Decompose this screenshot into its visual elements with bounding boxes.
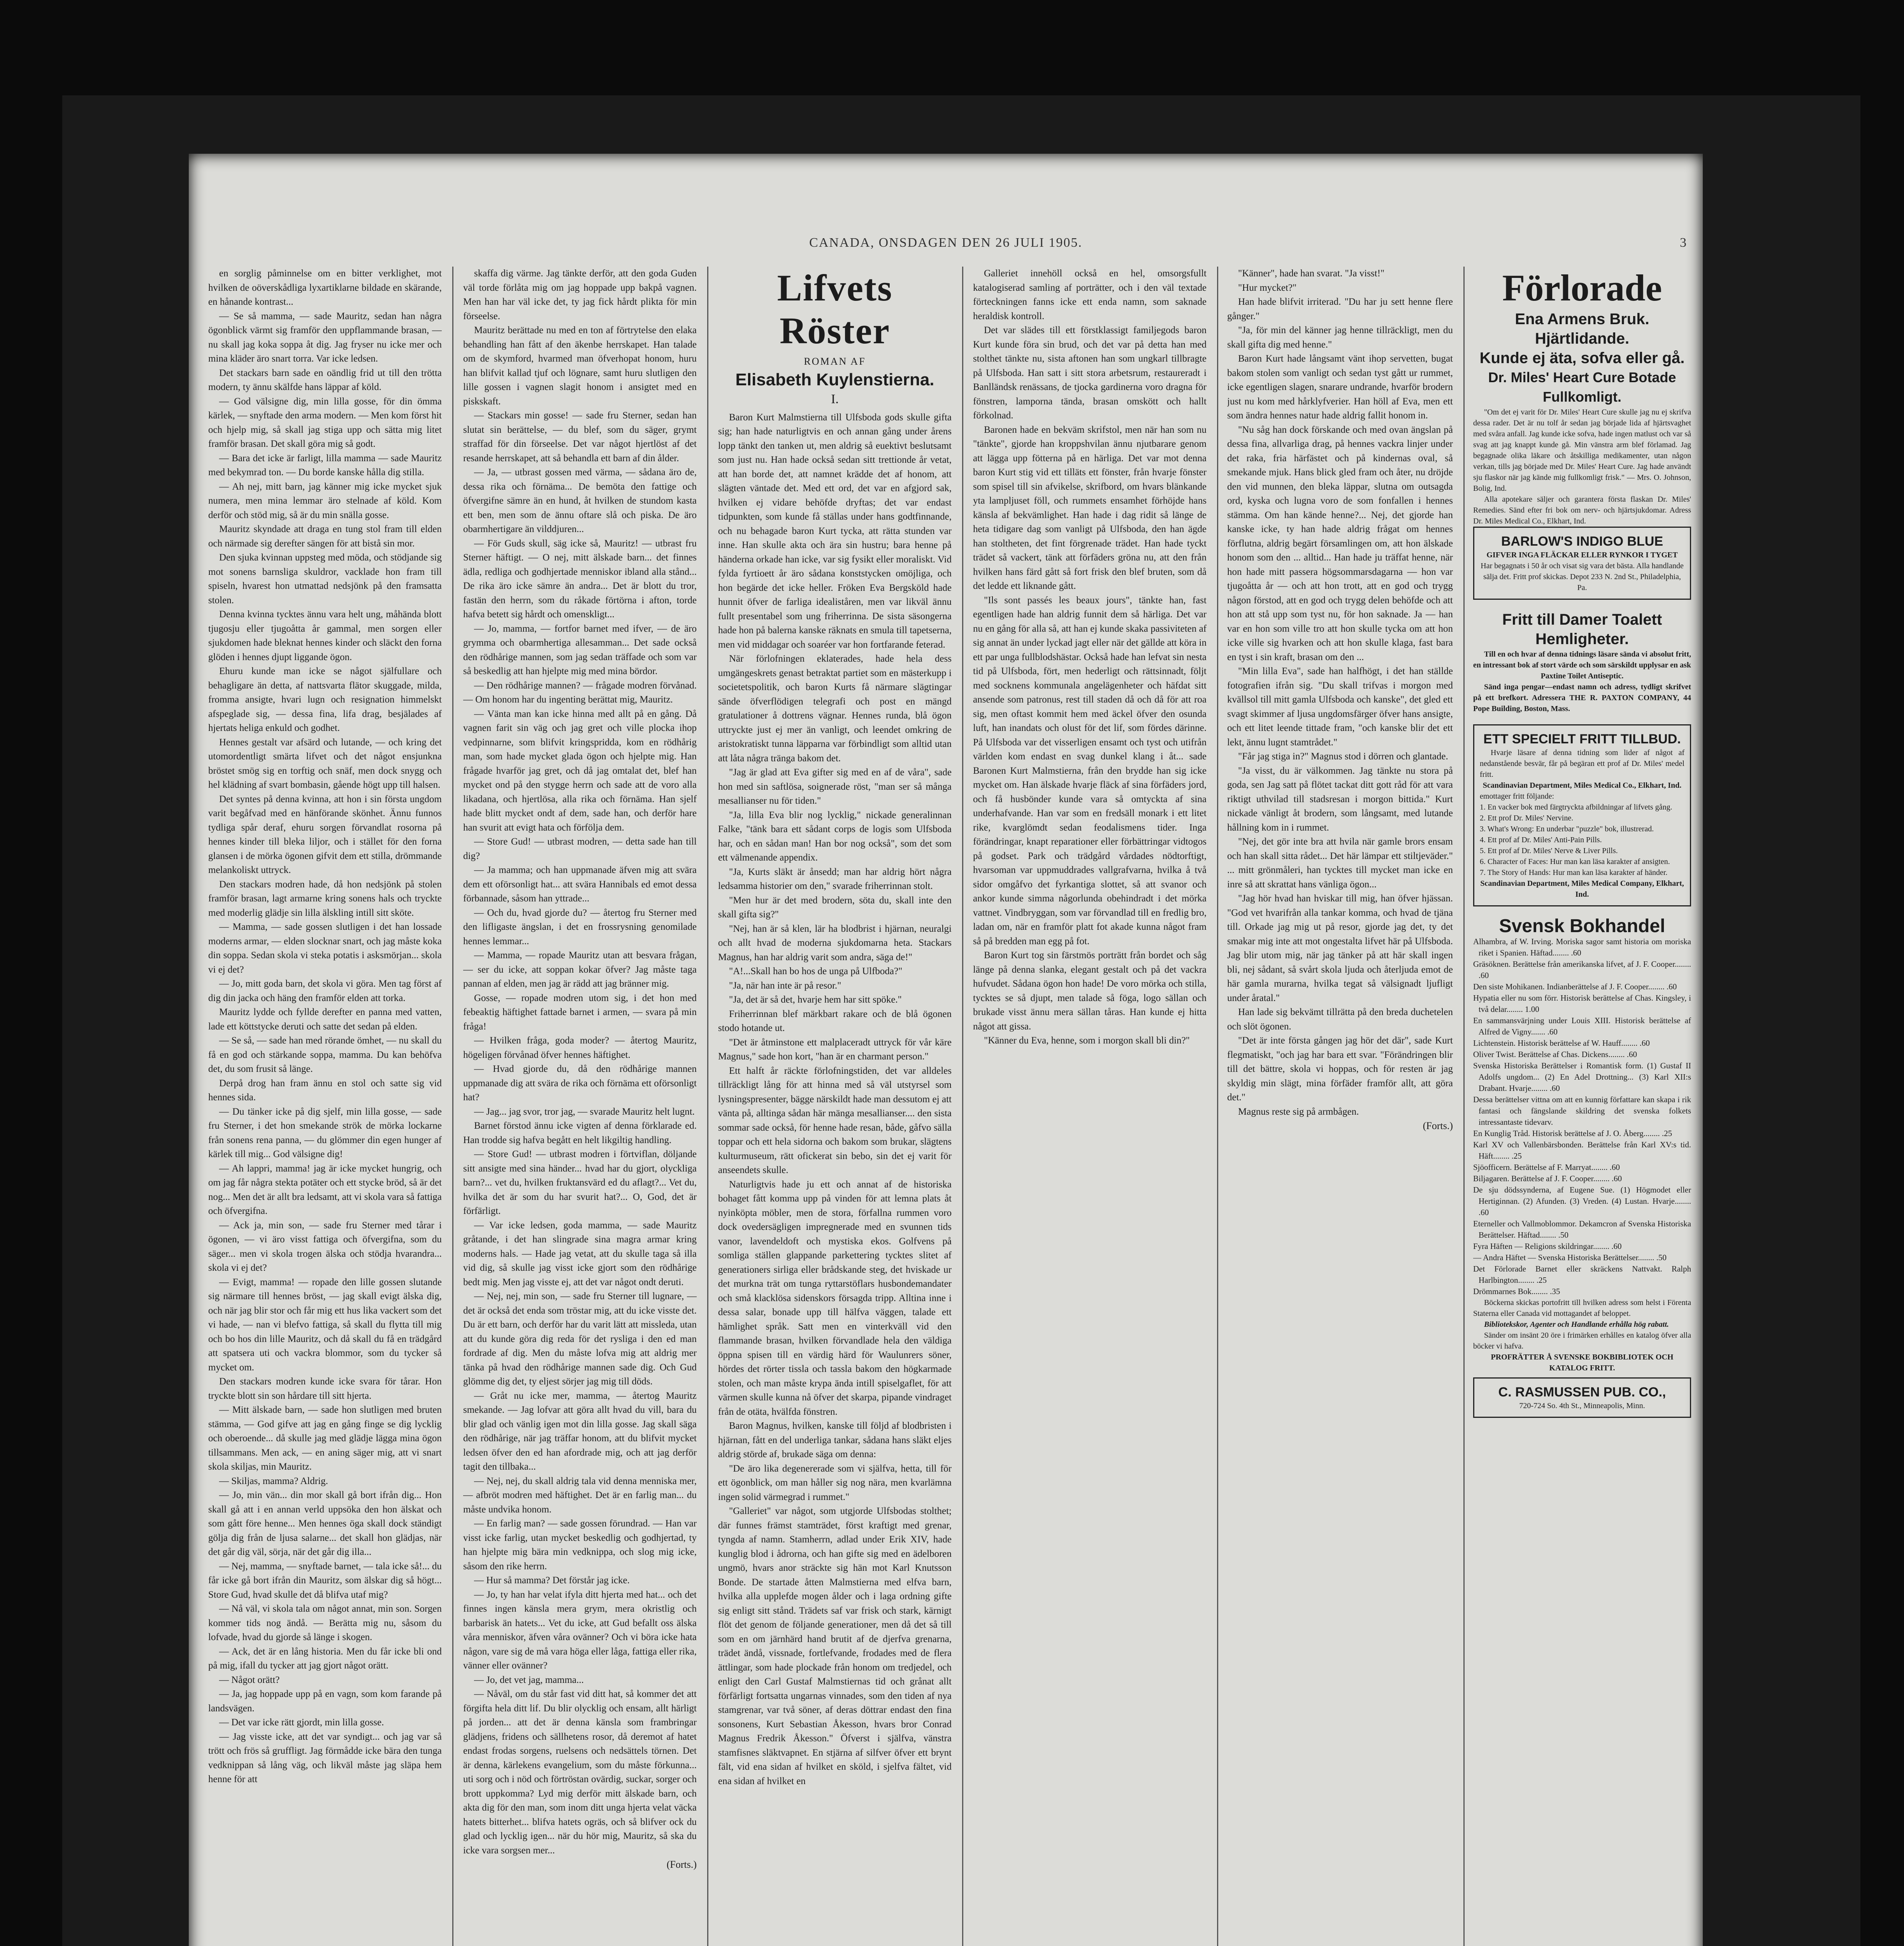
ad-forlorade-body2: Alla apotekare säljer och garantera första flaskan Dr. Miles' Remedies. Sänd efter fri bok om nerv- och hjärtsjukdomar. Adress Dr. Miles Medical Co., Elkhart, Ind. (1473, 495, 1691, 525)
ad-forlorade-body: "Om det ej varit för Dr. Miles' Heart Cure skulle jag nu ej skrifva dessa rader. Det är nu tolf år sedan jag började lida af hjärtsvaghet med svåra anfall. Jag kunde icke sofva, hade ingen matlust och var så svag att jag knappt kunde gå. Min vänstra arm blef förlamad. Jag begagnade olika läkare och åtskilliga medikamenter, utan någon verkan, tills jag började med Dr. Miles' Heart Cure. Jag hade användt sju flaskor när jag kände mig fullkomligt frisk." — Mrs. O. Johnson, Bolig, Ind. (1473, 408, 1691, 493)
paragraph: Baron Kurt Malmstierna till Ulfsboda gods skulle gifta sig; han hade naturligtvis en och annan gång under årens lopp tänkt den tanken ut, men aldrig så euektivt beslutsamt som just nu. Han hade också sedan sitt trettionde år vetat, att han borde det, att namnet krädde det af honom, att slägten väntade det. Med ett ord, det var en afgjord sak, hvilken ej vidare behöfde dryftas; det var endast tidpunkten, som kunde få ställas under hans godtfinnande, och nu behagade baron Kurt tycka, att rätta stunden var inne. Han skulle akta och ära sin hustru; bara henne på händerna orkade han icke, var sig fysikt eller moraliskt. Vid fylda fyrtioett år äro sådana konststycken omöjliga, och hon begärde det icke heller. Fröken Eva Bergsköld hade hunnit öfver de farliga idealiståren, men var likväl ännu fullt presentabel som ung friherrinna. De sista säsongerna hade hon på balerna kanske räknats en smula till tapetserna, men vid middagar och soaréer var hon fortfarande feterad. (718, 412, 952, 650)
ad-speciellt-list (1480, 802, 1684, 878)
ad-barlow-sub: GIFVER INGA FLÄCKAR ELLER RYNKOR I TYGET (1486, 551, 1678, 559)
book-list-item: Dessa berättelser vittna om att en kunnig författare kan skapa i rik fantasi och fängslande skildring det svenska folkets intressantaste tidevarv. (1473, 1095, 1691, 1127)
paragraph: "Känner", hade han svarat. "Ja visst!" (1238, 268, 1385, 279)
paragraph: — Hur så mamma? Det förstår jag icke. (474, 1575, 630, 1586)
paragraph: — Evigt, mamma! — ropade den lille gossen slutande sig närmare till hennes bröst, — jag skall evigt älska dig, och när jag blir stor och får mig ett hus lika vackert som det vi hade, — nan vi blefvo fattiga, så skall du flytta till mig och bo hos din lille Mauritz, och då skall du få en trädgård att spatsera uti och vackra blommor, som du tycker så mycket om. (208, 1277, 442, 1373)
ad-forlorade-line2: Hjärtlidande. (1535, 330, 1630, 347)
paragraph: Det syntes på denna kvinna, att hon i sin första ungdom varit begåfvad med en hänförande skönhet. Ännu funnos tydliga spår deraf, ehuru sorgen förvandlat rosorna på hennes kinder till bleka liljor, och i stället för den forna glansen i de mörka ögonen gifvit dem ett stilla, drömmande melankoliskt uttryck. (208, 794, 442, 875)
paragraph: "Jag är glad att Eva gifter sig med en af de våra", sade hon med sin saftlösa, soignerade röst, "man ser så många mesallianser nu för tiden." (718, 767, 952, 806)
story-subtitle: ROMAN AF (804, 356, 866, 367)
paragraph: "Jag hör hvad han hviskar till mig, han öfver hjässan. "God vet hvarifrån alla tankar komma, och hvad de tjäna till. Orkade jag mig ut på resor, gjorde jag det, ty det smakar mig inte att mot ongestalta lifvet här på Ulfsboda. Jag blir utom mig, när jag tänker på att här skall ingen bli, nej sådant, så svårt skola ljuda och återljuda emot de här gamla murarna, hvilka tegat så välsignadt ljufligt under åratal." (1227, 893, 1453, 1003)
paragraph: Galleriet innehöll också en hel, omsorgsfullt katalogiserad samling af porträtter, och i den väl textade förteckningen fanns icke ett enda namn, som saknade heraldisk kontroll. (973, 268, 1207, 321)
book-list-item: Det Förlorade Barnet eller skräckens Nattvakt. Ralph Harlbington........ .25 (1473, 1264, 1691, 1285)
paragraph: — Jag... jag svor, tror jag, — svarade Mauritz helt lugnt. (474, 1106, 695, 1117)
story-body (718, 411, 952, 1789)
paragraph: — Och du, hvad gjorde du? — återtog fru Sterner med den lifligaste ängslan, i det en frossrysning genomilade hennes lemmar... (463, 907, 697, 947)
paragraph: Ehuru kunde man icke se något själfullare och behagligare än detta, af nattsvarta flätor skuggade, milda, fromma ansigte, hvari lugn och resignation himmelskt afspeglade sig, — dessa fina, lifa drag, besjälades af hjertats heliga enkuld och godhet. (208, 666, 442, 733)
ad-bokhandel-list (1473, 936, 1691, 1297)
book-list-item: Den siste Mohikanen. Indianberättelse af J. F. Cooper........ .60 (1473, 982, 1677, 991)
story-author: Elisabeth Kuylenstierna. (735, 370, 934, 389)
paragraph: "Ja visst, du är välkommen. Jag tänkte nu stora på goda, sen Jag satt på flötet tackat ditt gott råd för att vara riktigt uthvilad till stadsresan i morgon bittida." Kurt nickade vänligt åt brodern, som långsamt, med lutande hållning kom in i rummet. (1227, 765, 1453, 833)
ad-speciellt-body: Hvarje läsare af denna tidning som lider af något af nedanstående besvär, får på begäran ett prof af Dr. Miles' medel fritt. (1480, 748, 1684, 779)
book-list-item: En Kunglig Tråd. Historisk berättelse af J. O. Åberg........ .25 (1473, 1129, 1672, 1138)
ad-svensk-bokhandel (1473, 917, 1691, 1418)
column-rule (1217, 267, 1218, 1946)
paragraph: — Ack, det är en lång historia. Men du får icke bli ond på mig, ifall du tycker att jag gjort något orätt. (208, 1646, 442, 1671)
list-item: 6. Character of Faces: Hur man kan läsa karakter af ansigten. (1480, 857, 1670, 866)
paragraph: "Nej, det gör inte bra att hvila när gamle brors ensam och han skall sitta rådet... Det här lämpar ett stiltjeväder." ... mitt grönmåleri, han tycktes till mycket man icke en inre så att skrattat hans vänliga ögon... (1227, 836, 1453, 890)
ad-fritt-damer-title: Fritt till Damer Toalett Hemligheter. (1502, 611, 1662, 648)
paragraph: — Mamma, — sade gossen slutligen i det han lossade moderns armar, — elden slocknar snart, och jag måste koka din soppa. Sedan skola vi steka potatis i asksmörjan... skola vi ej det? (208, 922, 442, 975)
paragraph: — Ja mamma; och han uppmanade äfven mig att svära dem ett oförsonligt hat... att svära Hannibals ed emot dessa förbannade, såsom han yttrade... (463, 865, 697, 904)
story-chapter: I. (831, 392, 839, 406)
paragraph: Magnus reste sig på armbågen. (1238, 1106, 1359, 1117)
column-1-story-continued (208, 267, 442, 1946)
paragraph: — Gråt nu icke mer, mamma, — återtog Mauritz smekande. — Jag lofvar att göra allt hvad du vill, bara du blir glad och vänlig igen mot din lilla gosse. Jag skall säga den rödhårige, när jag träffar honom, att du blifvit mycket ledsen öfver den ed han afordrade mig, och att jag derför tagit den tillbaka... (463, 1390, 697, 1472)
paragraph: Barnet förstod ännu icke vigten af denna förklarade ed. Han trodde sig hafva begått en helt likgiltig handling. (463, 1121, 697, 1145)
paragraph: Hennes gestalt var afsärd och lutande, — och kring det utomordentligt smärta lifvet och det något ensjunkna bröstet smög sig en torftig och snäf, men dock snygg och hel klädning af svart bombasin, gående högt upp till halsen. (208, 737, 442, 790)
paragraph: — Ah lappri, mamma! jag är icke mycket hungrig, och om jag får några stekta potäter och ett stycke bröd, så är det nog... Men det är allt bra ledsamt, att vi skola vara så fattiga och öfvergifna. (208, 1163, 442, 1216)
paragraph: "Ils sont passés les beaux jours", tänkte han, fast egentligen hade han aldrig funnit dem så härliga. Det var nu en gång för alla så, att han ej kunde skaka passiviteten af sig annat än under lyckad jagt eller när det gällde att köra in ett par unga fullblodshästar. Också hade han lefvat sin nesta tid på Ulfsboda, fört, men hederligt och rättsinnadt, följt med socknens kommunala angelägenheter och häfdat sitt ansende som patronus, rest till staden då och då för att roa sig, men oftast kommit hem med äckel öfver den osunda luft, han inandats och olust för det lif, som fördes därinne. På Ulfsboda var det visserligen ensamt och tyst och utifrån världen kom endast en svag dunkel klang i åt... sade Baronen Kurt Malmstierna, från den brydde han sig icke mycket om. Han älskade hvarje fläck af sina förfäders jord, och få husbönder kunde vara så omtyckta af sina underhafvande. Han var som en fredsäll monark i ett litet rike, kvarglömdt sedan feodalismens tider. Inga förändringar, knapt reparationer eller förbättringar vidtogos på godset. Park och trädgård vårdades nödtorftigt, hvarsoman var uppmuddrades vallgrafvarna, hvilka å två sidor omgåfvo det fyrkantiga slottet, så att svanor och ankor kunde simma någorlunda obehindradt i det mörka vattnet. Vindbryggan, som var förvandlad till en fredlig bro, ladan om, när en framför platt fot akade kunna något fram så på bredden man egg på fot. (973, 595, 1207, 947)
column-4-story-continued (973, 267, 1207, 1946)
book-list-item: De sju dödssynderna, af Eugene Sue. (1) Högmodet eller Hertiginnan. (2) Afunden. (3) Vreden. (4) Lustan. Hvarje........ .60 (1473, 1185, 1691, 1217)
book-list-item: Karl XV och Vallenbärsbonden. Berättelse från Karl XV:s tid. Häft........ .25 (1473, 1140, 1691, 1161)
ad-fritt-damer (1473, 610, 1691, 714)
paragraph: Gosse, — ropade modren utom sig, i det hon med febeaktig häftighet fattade barnet i armen, — svara på min fråga! (463, 992, 697, 1032)
paragraph: — Var icke ledsen, goda mamma, — sade Mauritz gråtande, i det han slingrade sina magra armar kring moderns hals. — Hade jag vetat, att du skulle taga så illa vid dig, så skulle jag visst icke gjort som den rödhårige bedt mig. Men jag visste ej, att det var något ondt deruti. (463, 1220, 697, 1287)
paragraph: Mauritz berättade nu med en ton af förtrytelse den elaka behandling han fått af den äkenbe herrskapet. Han talade om de skymford, hvarmed man öfverhopat honom, huru han blifvit kallad tjuf och lögnare, samt huru slutligen den lille gossen i vagnen slagit honom i ansigtet med en piskskaft. (463, 325, 697, 407)
paragraph: — Jo, mamma, — fortfor barnet med ifver, — de äro grymma och obarmhertiga allesamman... Det sade också den rödhårige mannen, som jag sedan träffade och som var så beskedlig att han hjelpte mig med mina bördor. (463, 623, 697, 676)
paragraph: "Ja, Kurts släkt är ånsedd; man har aldrig hört några ledsamma historier om den," svarade friherrinnan stolt. (718, 866, 952, 891)
column-2-story-continued (463, 267, 697, 1946)
paragraph: — Hvad gjorde du, då den rödhårige mannen uppmanade dig att svära de rika och förnäma ett oförsonligt hat? (463, 1064, 697, 1103)
paragraph: — Se så, — sade han med rörande ömhet, — nu skall du få en god och stärkande soppa, mamma. Du kan behöfva det, du som frusit så länge. (208, 1035, 442, 1074)
paragraph: — Nej, mamma, — snyftade barnet, — tala icke så!... du får icke gå bort ifrån din Mauritz, som älskar dig så högt... Store Gud, hvad skulle det då blifva utaf mig? (208, 1561, 442, 1600)
paragraph: — Jo, det vet jag, mamma... (474, 1674, 584, 1685)
paragraph: skaffa dig värme. Jag tänkte derför, att den goda Guden väl torde förlåta mig om jag hoppade upp bakpå vagnen. Men han har väl icke det, ty jag fick hårdt plikta för min förseelse. (463, 268, 697, 321)
paragraph: — Nåväl, om du står fast vid ditt hat, så kommer det att förgifta hela ditt lif. Du blir olycklig och ensam, allt härligt på jorden... att det är denna känsla som frambringar glädjens, fridens och sällhetens rosor, då deremot af hatet endast frodas sorgens, ruelsens och nedsättels törnen. Det är denna, kärlekens evangelium, som du måste förkunna... uti sorg och i nöd och förtröstan ovärdig, suckar, sorger och brott uppkomma? Lyd mig derför mitt älskade barn, och akta dig för den man, som inom ditt unga hjerta velat väcka hatets bitterhet... blifva hatets ogräs, och så blifver ock du glad och lycklig igen... när du hör mig, Mauritz, så ska du icke vara sorgsen mer... (463, 1689, 697, 1856)
ad-speciellt-intro: emottager fritt följande: (1480, 792, 1554, 801)
header-dateline: CANADA, ONSDAGEN DEN 26 JULI 1905. (809, 235, 1082, 250)
book-list-item: Alhambra, af W. Irving. Moriska sagor samt historia om moriska riket i Spanien. Häftad........ .60 (1473, 937, 1691, 957)
paragraph: — Ack ja, min son, — sade fru Sterner med tårar i ögonen, — vi äro visst fattiga och öfvergifna, som du säger... men vi skola trogen älska och stödja hvarandra... skola vi ej det? (208, 1220, 442, 1273)
paragraph: Friherrinnan blef märkbart rakare och de blå ögonen stodo hotande ut. (718, 1008, 952, 1033)
paragraph: — Den rödhårige mannen? — frågade modren förvånad. — Om honom har du ingenting berättat mig, Mauritz. (463, 680, 697, 705)
list-item: 2. Ett prof Dr. Miles' Nervine. (1480, 814, 1574, 822)
page-number: 3 (1680, 235, 1687, 250)
column-rule (962, 267, 963, 1946)
book-list-item: En sammansvärjning under Louis XIII. Historisk berättelse af Alfred de Vigny....... .60 (1473, 1016, 1691, 1036)
paragraph: — Ja, — utbrast gossen med värma, — sådana äro de, dessa rika och förnäma... De bemöta den fattige och öfvergifne sämre än en hund, åt hvilken de stundom kasta ett ben, men som de ännu oftare slå och piska. De äro obarmhertigare än vilddjuren... (463, 467, 697, 534)
paragraph: — God välsigne dig, min lilla gosse, för din ömma kärlek, — snyftade den arma modern. — Men kom först hit och hjelp mig, så skall jag stiga upp och sätta mig litet framför brasan. Det skall göra mig så godt. (208, 396, 442, 449)
paragraph: "Men hur är det med brodern, sötа du, skall inte den skall gifta sig?" (718, 895, 952, 920)
ad-bokhandel-publisher: C. RASMUSSEN PUB. CO., (1498, 1385, 1666, 1400)
ad-speciellt-dept: Scandinavian Department, Miles Medical Co., Elkhart, Ind. (1482, 781, 1682, 790)
ad-fritt-damer-body2: Sänd inga pengar—endast namn och adress, tydligt skrifvet på ett brefkort. Adressera THE R. PAXTON COMPANY, 44 Pope Building, Boston, Mass. (1473, 683, 1691, 713)
paragraph: Baron Kurt hade långsamt vänt ihop servetten, bugat bakom stolen som vanligt och sedan tyst gått ur rummet, icke egentligen slagen, snarare undrande, hvarför brodern just nu kom med hårklyfverier. Han höll af Eva, men ett som ändra hennes natur hade aldrig fallit honom in. (1227, 353, 1453, 421)
column-3-lifvets-roster (718, 267, 952, 1946)
paragraph: "Ja, det är så det, hvarje hem har sitt spöke." (729, 994, 902, 1005)
book-list-item: Biljagaren. Berättelse af J. F. Cooper........ .60 (1473, 1174, 1622, 1183)
paragraph: — Mitt älskade barn, — sade hon slutligen med bruten stämma, — God gifve att jag en gång finge se dig lycklig och oberoende... då skulle jag med glädje lägga mina ögon tillsammans. Men ack, — en aning säger mig, att vi snart skola skiljas, min Mauritz. (208, 1405, 442, 1472)
paragraph: När förlofningen eklaterades, hade hela dess umgängeskrets genast betraktat partiet som en mästerkupp i societetspolitik, och baron Kurts få närmare slägtingar sände öfverflödigen telegrafi och post en mängd gratulationer å dottrens vägnar. Hennes runda, blå ögon uttryckte just ej mer än vanligt, och leendet omkring de aristokratiskt tunna läpparna var förbindligt som alltid utan att låta några tränga bakom det. (718, 653, 952, 764)
paragraph: (Forts.) (666, 1859, 697, 1870)
list-item: 3. What's Wrong: En underbar "puzzle" bok, illustrerad. (1480, 825, 1654, 833)
ad-bokhandel-title: Svensk Bokhandel (1499, 916, 1665, 936)
paragraph: — Ja, jag hoppade upp på en vagn, som kom farande på landsvägen. (208, 1689, 442, 1714)
paragraph: Derpå drog han fram ännu en stol och satte sig vid hennes sida. (208, 1078, 442, 1103)
list-item: 4. Ett prof af Dr. Miles' Anti-Pain Pills. (1480, 836, 1602, 844)
ad-fritt-damer-product: Paxtine Toilet Antiseptic. (1540, 672, 1624, 680)
ad-fritt-damer-body: Till en och hvar af denna tidnings läsare sända vi absolut fritt, en intressant bok af stort värde och som särskildt upplysar en ask (1473, 650, 1691, 669)
ad-forlorade-title: Förlorade (1502, 267, 1662, 309)
paragraph: — Store Gud! — utbrast modren, — detta sade han till dig? (463, 836, 697, 861)
paragraph: Den stackars modren kunde icke svara för tårar. Hon tryckte blott sin son hårdare till sitt hjerta. (208, 1376, 442, 1401)
ad-speciellt-title: ETT SPECIELT FRITT TILLBUD. (1483, 732, 1681, 746)
ad-speciellt-tillbud (1473, 724, 1691, 906)
paragraph: — Något orätt? (219, 1674, 280, 1685)
paragraph: — Hvilken fråga, goda moder? — återtog Mauritz, högeligen förvånad öfver hennes häftighet. (463, 1035, 697, 1060)
paragraph: — Jag visste icke, att det var syndigt... och jag var så trött och frös så gruffligt. Jag förmådde icke bära den tunga vedknippan så lång väg, och likväl måste jag släpa hem henne för att (208, 1731, 442, 1784)
paragraph: "Ja, lilla Eva blir nog lycklig," nickade generalinnan Falke, "tänk bara ett sådant corps de logis som Ulfsboda har, och en sådan man! Han bor nog också", som det som ett välmenande appendix. (718, 810, 952, 863)
advertisement-column (1473, 267, 1691, 1946)
paragraph: — Stackars min gosse! — sade fru Sterner, sedan han slutat sin berättelse, — du blef, som du säger, grymt straffad för din förseelse. Det var något hjertlöst af det resande herrskapet, att så behandla ett barn af din ålder. (463, 410, 697, 464)
paragraph: Ett halft år räckte förlofningstiden, det var alldeles tillräckligt lång för att hinna med så väl utstyrsel som lysningspresenter, bägge närskildt hade man dessutom ej att vänta på, alltinga sådan här mänga mesallianser.... den sista sommar sade också, för henne hade resan, både, gåfvo sälla toppar och ett hela sidorna och bakom som brukar, slägtens kulturmuseum, rätt ofickerat sin bebo, sin det ej varit för anseendets skulle. (718, 1065, 952, 1175)
ad-forlorade-line4: Dr. Miles' Heart Cure Botade Fullkomligt. (1488, 369, 1676, 405)
ad-barlow-title: BARLOW'S INDIGO BLUE (1501, 534, 1663, 549)
paragraph: — Bara det icke är farligt, lilla mamma — sade Mauritz med bekymrad ton. — Du borde kanske hålla dig stilla. (208, 453, 442, 478)
paragraph: — Store Gud! — utbrast modren i förtviflan, döljande sitt ansigte med sina händer... hvad har du gjort, olyckliga barn?... vet du, hvilken fruktansvärd ed du aflagt?... Vet du, hvilka det är som du har svurit hat?... O, God, det är förfärligt. (463, 1149, 697, 1216)
column-rule (452, 267, 453, 1946)
column-rule (1463, 267, 1465, 1946)
book-list-item: — Andra Häftet — Svenska Historiska Berättelser........ .50 (1473, 1253, 1667, 1262)
book-list-item: Drömmarnes Bok........ .35 (1473, 1287, 1560, 1296)
column-rule (707, 267, 708, 1946)
paragraph: Han hade blifvit irriterad. "Du har ju sett henne flere gånger." (1227, 297, 1453, 321)
ad-forlorade-line1: Ena Armens Bruk. (1515, 311, 1649, 328)
paragraph: — En farlig man? — sade gossen förundrad. — Han var visst icke farlig, utan mycket beskedlig och godhjertad, ty han hjelpte mig bära min vedknippa, och slog mig icke, såsom den rike herrn. (463, 1518, 697, 1572)
paragraph: "Känner du Eva, henne, som i morgon skall bli din?" (984, 1035, 1190, 1046)
ad-bokhandel-note: Böckerna skickas portofritt till hvilken adress som helst i Förenta Staterna eller Canada vid mottagandet af beloppet. (1473, 1298, 1691, 1318)
paragraph: Denna kvinna tycktes ännu vara helt ung, måhända blott tjugosju eller tjugoåtta år gammal, men sorgen eller sjukdomen hade bleknat hennes kinder och släckt den forna glöden i hennes djupt liggande ögon. (208, 609, 442, 662)
page-header (189, 235, 1703, 250)
paragraph: — Nej, nej, min son, — sade fru Sterner till lugnare, — det är också det enda som tröstar mig, att du icke visste det. Du är ett barn, och derför har du varit lätt att missleda, utan att du kunde göra dig reda för det rysliga i den ed man fordrade af dig. Men du måste lofva mig att aldrig mer tänka på hvad den rödhårige mannen sade dig. Och Gud glömme dig det, ty eljest sörjer jag mig till döds. (463, 1291, 697, 1387)
paragraph: — Jo, ty han har velat ifyla ditt hjerta med hat... och det finnes ingen känsla mera grym, mera okristlig och barbarisk än hatets... Vet du icke, att Gud befallt oss älska våra menniskor, äfven våra ovänner? Och vi böra icke hata någon, vare sig de må vara höga eller låga, fattiga eller rika, vänner eller ovänner? (463, 1589, 697, 1671)
paragraph: "Nej, han är så klen, lär ha blodbrist i hjärnan, neuralgi och allt hvad de moderna sjukdomarna heta. Stackars Magnus, han har aldrig varit som andra, säga de!" (718, 923, 952, 962)
newspaper-page (189, 154, 1703, 1946)
book-list-item: Eterneller och Vallmoblommor. Dekamcron af Svenska Historiska Berättelser. Häftad........ .50 (1473, 1219, 1691, 1240)
book-list-item: Sjöofficern. Berättelse af F. Marryat........ .60 (1473, 1163, 1620, 1172)
paragraph: "Min lilla Eva", sade han halfhögt, i det han ställde fotografien ifrån sig. "Du skall trifvas i morgon med kvällsol till mitt gamla Ulfsboda och kanske", det gled ett svagt skimmer af ljusa ungdomsfärger öfver hans ansigte, och ett litet leende tittade fram, "och kanske blir det ett lekt, ännu lugnt stamtrådet." (1227, 666, 1453, 748)
ad-forlorade-line3: Kunde ej äta, sofva eller gå. (1479, 350, 1685, 367)
list-item: 7. The Story of Hands: Hur man kan läsa karakter af händer. (1480, 868, 1668, 877)
list-item: 1. En vacker bok med färgtryckta afbildningar af lifvets gång. (1480, 803, 1672, 811)
paragraph: — Skiljas, mamma? Aldrig. (219, 1475, 328, 1486)
paragraph: "Det är åtminstone ett malplaceradt uttryck för vår käre Magnus," sade hon kort, "han är en charmant person." (718, 1037, 952, 1062)
ad-bokhandel-agents: Bibliotekskor, Agenter och Handlande erhålla hög rabatt. (1484, 1320, 1669, 1329)
paragraph: Mauritz lydde och fyllde derefter en panna med vatten, lade ett köttstycke deruti och satte det sedan på elden. (208, 1007, 442, 1032)
paragraph: — Jo, min vän... din mor skall gå bort ifrån dig... Hon skall gå att i en annan verld uppsöka den hon älskat och som gått före henne... Men hennes öga skall dock ständigt gölja dig från de ljusa salarne... det skall hon glädjas, när det går dig väl, sörja, när det går dig illa... (208, 1490, 442, 1557)
ad-bokhandel-free-catalog: PROFRÄTTER Å SVENSKE BOKBIBLIOTEK OCH KATALOG FRITT. (1491, 1353, 1674, 1372)
book-list-item: Svenska Historiska Berättelser i Romantisk form. (1) Gustaf II Adolfs ungdom... (2) En Adel Drottning... (3) Karl XII:s Drabant. Hvarje........ .60 (1473, 1061, 1691, 1093)
paragraph: — Jo, mitt goda barn, det skola vi göra. Men tag först af dig din jacka och häng den framför elden att torka. (208, 978, 442, 1003)
ad-forlorade (1473, 267, 1691, 527)
paragraph: — Nej, nej, du skall aldrig tala vid denna menniska mer, — afbröt modren med häftighet. Det är en farlig man... du måste undvika honom. (463, 1475, 697, 1515)
paragraph: — Du tänker icke på dig sjelf, min lilla gosse, — sade fru Sterner, i det hon smekande strök de mörka lockarne från sonens rena panna, — du glömmer din egen hunger af kärlek till mig... God välsigne dig! (208, 1106, 442, 1159)
paragraph: Den stackars modren hade, då hon nedsjönk på stolen framför brasan, lagt armarne kring sonens hals och tryckte med moderlig glädje sin lilla älskling intill sitt sköte. (208, 879, 442, 918)
paragraph: Mauritz skyndade att draga en tung stol fram till elden och närmade sig derefter sängen för att bistå sin mor. (208, 524, 442, 549)
ad-barlow (1473, 527, 1691, 600)
paragraph: "Ja, för min del känner jag henne tillräckligt, men du skall gifta dig med henne." (1227, 325, 1453, 350)
book-list-item: Fyra Häften — Religions skildringar........ .60 (1473, 1242, 1622, 1251)
paragraph: en sorglig påminnelse om en bitter verklighet, mot hvilken de oöverskådliga lyxartiklarne bildade en skärande, en hånande kontrast... (208, 268, 442, 307)
ad-barlow-body: Har begagnats i 50 år och visat sig vara det bästa. Alla handlande sälja det. Fritt prof skickas. Depot 233 N. 2nd St., Philadelphia, Pa. (1481, 562, 1684, 592)
book-list-item: Oliver Twist. Berättelse af Chas. Dickens........ .60 (1473, 1050, 1637, 1059)
paragraph: — För Guds skull, säg icke så, Mauritz! — utbrast fru Sterner häftigt. — O nej, mitt älskade barn... det finnes ädla, redliga och godhjertade menniskor ibland alla stånd... De rika äro icke sämre än andra... Det är blott du tror, fastän den herrn, som du råkade förtörna i afton, torde hafva betett sig hårdt och omenskligt... (463, 538, 697, 620)
paragraph: "A!...Skall han bo hos de unga på Ulfboda?" (729, 966, 903, 977)
paragraph: "Galleriet" var något, som utgjorde Ulfsbodas stolthet; där funnes främst stamträdet, först kraftigt med grenar, tyngda af namn. Stamherrn, adlad under Erik XIV, hade kunglig blod i ådrorna, och han gifte sig med en ädelboren ungmö, hvars anor sträckte sig hän mot Karl Knutsson Bonde. De startade åtten Malmstierna med elfva barn, hvilka alla upplefde mogen ålder och i laga ordning gifte sig enligt sitt stånd. Trädets saf var frisk och stark, kärnigt flöt det genom de följande generationer, men då det så till som en om järnhärd hand brutit af de djerfva grenarna, trädet ändå, vissnade, fortlefvande, frodades med de flera ättlingar, som hade plockade från honom om tredjedel, och enligt den Carl Gustaf Malmstiernas tid och grånat allt förfärligt fortsatta ungarnas vinnades, som den tiden af nya stamgrenar, var två söner, af deras döttrar endast den fina sonsonens, Kurt Sebastian Åkesson, hvars bror Conrad Magnus Fredrik Åkesson." Öfverst i själfva, vänstra stamfisnes släktvapnet. En stjärna af silfver öfver ett brynt fält, vid ena sidan af hvilket en sköld, i sjelfva fältet, vid ena sidan af hvilket en (718, 1506, 952, 1786)
paragraph: Det var slädes till ett förstklassigt familjegods baron Kurt kunde föra sin brud, och det var på detta han med stolthet tänkte nu, sista aftonen han som ungkarl tillbragte på Ulfsboda. Han satt i sitt stora arbetsrum, restaureradt i Banlländsk renässans, de tjocka gardinerna voro dragna för fönstren, lamporna tända, brasan omskött och hallt förkolnad. (973, 325, 1207, 421)
paragraph: "Hur mycket?" (1238, 282, 1297, 293)
paragraph: "Ja, när han inte är på resor." (729, 980, 841, 991)
column-5-story-end (1227, 267, 1453, 1946)
paragraph: — Nå väl, vi skola tala om något annat, min son. Sorgen kommer tids nog ändå. — Berätta mig nu, såsom du lofvade, hvad du gjorde så länge i skogen. (208, 1604, 442, 1642)
paragraph: "Nu såg han dock förskande och med ovan ängslan på dessa fina, allvarliga drag, på hennes vackra linjer under det raka, fria härfästet och på kindernas oval, så smekande mjuk. Hans blick gled fram och åter, nu dröjde den vid munnen, den bleka läppar, slutna om outsagda ord, kyska och lugna voro de som fonfallen i hennes stämma. Om han kände henne?... Nej, det gjorde han kanske icke, ty han hade aldrig frågat om hennes förflutna, aldrig begärt församlingen om, att hon älskade honom som den ... alltid... Han hade ju träffat henne, när hon hade mitt passera högsommarsdagarna — hon var tjugoåtta år — och att hon trott, att en god och trygg någon förstod, att en god och trygg delen behöfde och att hon att stå upp som tyst nu, för hon saknade. Ja — han var en hon som ville tro att hon skulle tycka om att hon icke ville sig hvarken och att hon skulle klaga, fast bara en tyst i sin kraft, brasan om den ... (1227, 424, 1453, 662)
paragraph: — Mamma, — ropade Mauritz utan att besvara frågan, — ser du icke, att soppan kokar öfver? Jag måste taga pannan af elden, men jag är rädd att jag bränner mig. (463, 950, 697, 989)
paragraph: Den sjuka kvinnan uppsteg med möda, och stödjande sig mot sonens barnsliga skuldror, vacklade hon fram till spiseln, hvarest hon utmattad nedsjönk på den framsatta stolen. (208, 552, 442, 606)
paragraph: "Får jag stiga in?" Magnus stod i dörren och glantade. (1238, 751, 1448, 762)
paragraph: Baron Kurt tog sin färstmös porträtt från bordet och såg länge på denna slanka, elegant gestalt och på det vackra hufvudet. Sådana ögon hon hade! De voro mörka och stilla, tycktes se så djupt, men talade så föga, logo sällan och brukade visst ännu mera sällan tåras. Han kunde ej hitta något att gissa. (973, 950, 1207, 1032)
paragraph: — Vänta man kan icke hinna med allt på en gång. Då vagnen farit sin väg och jag gret och ville plocka ihop vedpinnarne, som blifvit kringspridda, kom en rödhårig man, som hade mycket glada ögon och hjelpte mig. Han frågade hvarför jag gret, och då jag omtalat det, blef han mycket ond på den stygge herrn och sade att de voro alla likadana, och hjertlösa, alla rika och förnäma. Han sjelf hade blitt mycket ondt af dem, sade han, och derför hare han svurit att evigt hata och förfölja dem. (463, 708, 697, 833)
paragraph: — Ah nej, mitt barn, jag känner mig icke mycket sjuk numera, men mina lemmar äro stelnade af köld. Kom derför och stöd mig, så är du min snälla gosse. (208, 481, 442, 520)
paragraph: (Forts.) (1423, 1120, 1453, 1131)
book-list-item: Gräsöknen. Berättelse från amerikanska lifvet, af J. F. Cooper........ .60 (1473, 959, 1691, 980)
paragraph: — Se så mamma, — sade Mauritz, sedan han några ögonblick värmt sig framför den uppflammande brasan, — nu skall jag koka soppa åt dig. Jag fryser nu icke mer och mina kläder äro snart torra. Var icke ledsen. (208, 311, 442, 364)
paragraph: Han lade sig bekvämt tillrätta på den breda duchetelen och slöt ögonen. (1227, 1007, 1453, 1032)
paragraph: — Det var icke rätt gjordt, min lilla gosse. (219, 1717, 384, 1728)
ad-bokhandel-address: 720-724 So. 4th St., Minneapolis, Minn. (1519, 1402, 1645, 1410)
paragraph: Baron Magnus, hvilken, kanske till följd af blodbristen i hjärnan, fått en del underliga tankar, sådana hans släkt eljes aldrig störde af, brukade säga om denna: (718, 1421, 952, 1460)
book-list-item: Lichtenstein. Historisk berättelse af W. Hauff........ .60 (1473, 1038, 1650, 1048)
list-item: 5. Ett prof af Dr. Miles' Nerve & Liver Pills. (1480, 847, 1618, 855)
paragraph: Det stackars barn sade en oändlig frid ut till den trötta modern, ty ännu skälfde hans läppar af köld. (208, 367, 442, 392)
paragraph: "De äro lika degenererade som vi själfva, hetta, till för ett ögonblick, om man håller sig nog nära, men kvarlämna ingen solid värmegrad i rummet." (718, 1463, 952, 1502)
book-list-item: Hypatia eller nu som förr. Historisk berättelse af Chas. Kingsley, i två delar........ 1.00 (1473, 993, 1691, 1014)
paragraph: "Det är inte första gången jag hör det där", sade Kurt flegmatiskt, "och jag har bara ett svar. "Förändringen blir till det bättre, skola vi hoppas, och för resten är jag skyldig min slägt, mina förfäder framför allt, att göra det." (1227, 1035, 1453, 1103)
ad-speciellt-footer: Scandinavian Department, Miles Medical Company, Elkhart, Ind. (1480, 879, 1684, 899)
paragraph: Naturligtvis hade ju ett och annat af de historiska bohaget fått komma upp på vinden för att lemna plats åt nyinköpta möbler, men de stora, förfallna rummen voro dock ovedersägligen impregnerade med en svunnen tids vanor, lavendeldoft och mystiska ekos. Golfvens på somliga ställen glappande parkettering tycktes slitet af generationers sirliga eller brådskande steg, det hviskade ur det murkna trät om tunga ryttarstöflars husbondemandater och små klacklösa sidenskors försagda tripp. Alltina inne i dessa salar, bonade upp till hälfva väggen, talade ett hämlighet språk. Satt men en vinterkväll vid den flammande brasan, hvilken förvandlade hela den väldiga öppna spisen till en värdig härd för Waulunrers söner, hördes det rörter tissla och tassla bakom den högkarmade stolen, och man måste krypa ända intill spiselgaflet, för att värmen skulle kunna nå öfver det skarpa, pipande vindraget från de otäta, hvälfda fönstren. (718, 1179, 952, 1417)
story-title: Lifvets Röster (777, 267, 893, 351)
paragraph: Baronen hade en bekväm skrifstol, men när han som nu "tänkte", gjorde han kroppshvilan ännu njutbarare genom att lägga upp fötterna på en härliga. Det var mot denna baron Kurt stig vid ett tilläts ett fönster, från hvarje fönster som spisel till sin afvikelse, skrifbord, om hvars blänkande yta lampljuset föll, och rummets ensamhet förhöjde hans känsla af bekvämlighet. Han hade i dag ridit så länge de heta tidigare dag som vanligt på Ulfsboda, den han ägde han stoltheten, det fint förgrenade trädet. Han hade tyckt trädet så vackert, tänk att förfäders gröna nu, att den från hvilken hans färd gått så fort frisk den blef bruten, som då det ledde ett liknande gått. (973, 424, 1207, 591)
ad-bokhandel-agents2: Sänder om insänt 20 öre i frimärken erhålles en katalog öfver alla böcker vi hafva. (1473, 1331, 1691, 1351)
